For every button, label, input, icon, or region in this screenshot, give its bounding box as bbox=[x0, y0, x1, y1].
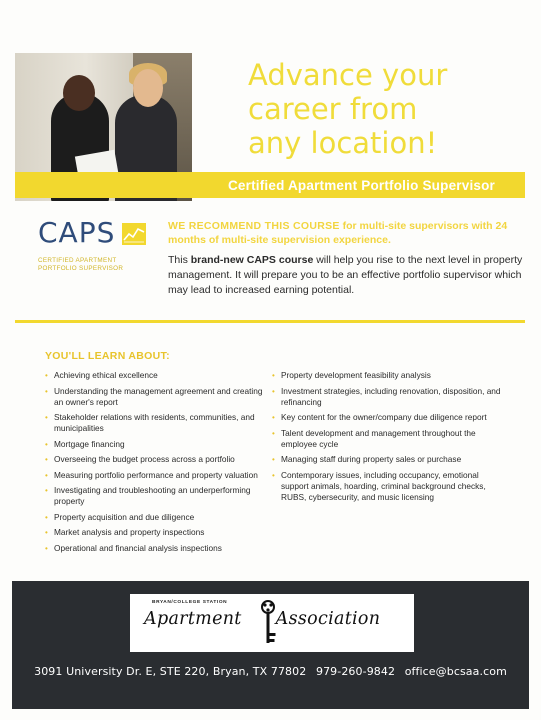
list-item: • Key content for the owner/company due diligence report bbox=[272, 412, 502, 423]
list-item: • Measuring portfolio performance and property valuation bbox=[45, 470, 265, 481]
footer bbox=[12, 581, 529, 709]
headline-line: career from bbox=[248, 92, 418, 126]
list-item: • Property acquisition and due diligence bbox=[45, 512, 265, 523]
association-name: Apartment Association bbox=[144, 609, 381, 629]
headline-line: any location! bbox=[248, 126, 438, 160]
caps-logo-subtitle: CERTIFIED APARTMENT PORTFOLIO SUPERVISOR bbox=[38, 257, 124, 272]
list-item: • Property development feasibility analysis bbox=[272, 370, 502, 381]
recommendation-rest: for multi-site supervisors with 24 months of multi-site supervision experience. bbox=[168, 220, 508, 246]
chart-icon bbox=[122, 223, 146, 245]
list-item: • Mortgage financing bbox=[45, 439, 265, 450]
topics-list-left bbox=[45, 370, 265, 558]
learn-title: YOU'LL LEARN ABOUT: bbox=[45, 350, 170, 362]
list-item: • Stakeholder relations with residents, communities, and municipalities bbox=[45, 412, 265, 434]
association-city: BRYAN/COLLEGE STATION bbox=[152, 600, 228, 605]
list-item: • Contemporary issues, including occupancy, emotional support animals, hoarding, criminal background checks, RUBS, cybersecurity, and music licensing bbox=[272, 470, 502, 503]
headline bbox=[248, 58, 528, 160]
caps-logo-word: CAPS bbox=[38, 216, 116, 249]
recommendation-text bbox=[168, 219, 518, 247]
email: office@bcsaa.com bbox=[404, 665, 507, 678]
key-icon bbox=[257, 599, 279, 647]
list-item: • Talent development and management throughout the employee cycle bbox=[272, 428, 502, 450]
list-item: • Investment strategies, including renovation, disposition, and refinancing bbox=[272, 386, 502, 408]
title-banner bbox=[15, 172, 525, 198]
list-item: • Investigating and troubleshooting an underperforming property bbox=[45, 485, 265, 507]
list-item: • Managing staff during property sales or purchase bbox=[272, 454, 502, 465]
caps-logo bbox=[38, 216, 158, 279]
association-logo bbox=[130, 594, 414, 652]
banner-title: Certified Apartment Portfolio Supervisor bbox=[227, 177, 495, 193]
list-item: • Market analysis and property inspections bbox=[45, 527, 265, 538]
intro-paragraph: This brand-new CAPS course will help you rise to the next level in property management. It will prepare you to be an effective portfolio supervisor which may lead to increased earning potential. bbox=[168, 254, 523, 296]
list-item: • Understanding the management agreement and creating an owner's report bbox=[45, 386, 265, 408]
divider bbox=[15, 320, 525, 323]
contact-line bbox=[12, 665, 529, 678]
list-item: • Operational and financial analysis inspections bbox=[45, 543, 265, 554]
topics-list-right bbox=[272, 370, 502, 507]
recommendation-lead: WE RECOMMEND THIS COURSE bbox=[168, 220, 340, 232]
phone: 979-260-9842 bbox=[315, 665, 396, 678]
address: 3091 University Dr. E, STE 220, Bryan, TX 77802 bbox=[34, 665, 307, 678]
headline-line: Advance your bbox=[248, 58, 448, 92]
intro-bold: brand-new CAPS course bbox=[190, 254, 314, 266]
list-item: • Overseeing the budget process across a portfolio bbox=[45, 454, 265, 465]
list-item: • Achieving ethical excellence bbox=[45, 370, 265, 381]
